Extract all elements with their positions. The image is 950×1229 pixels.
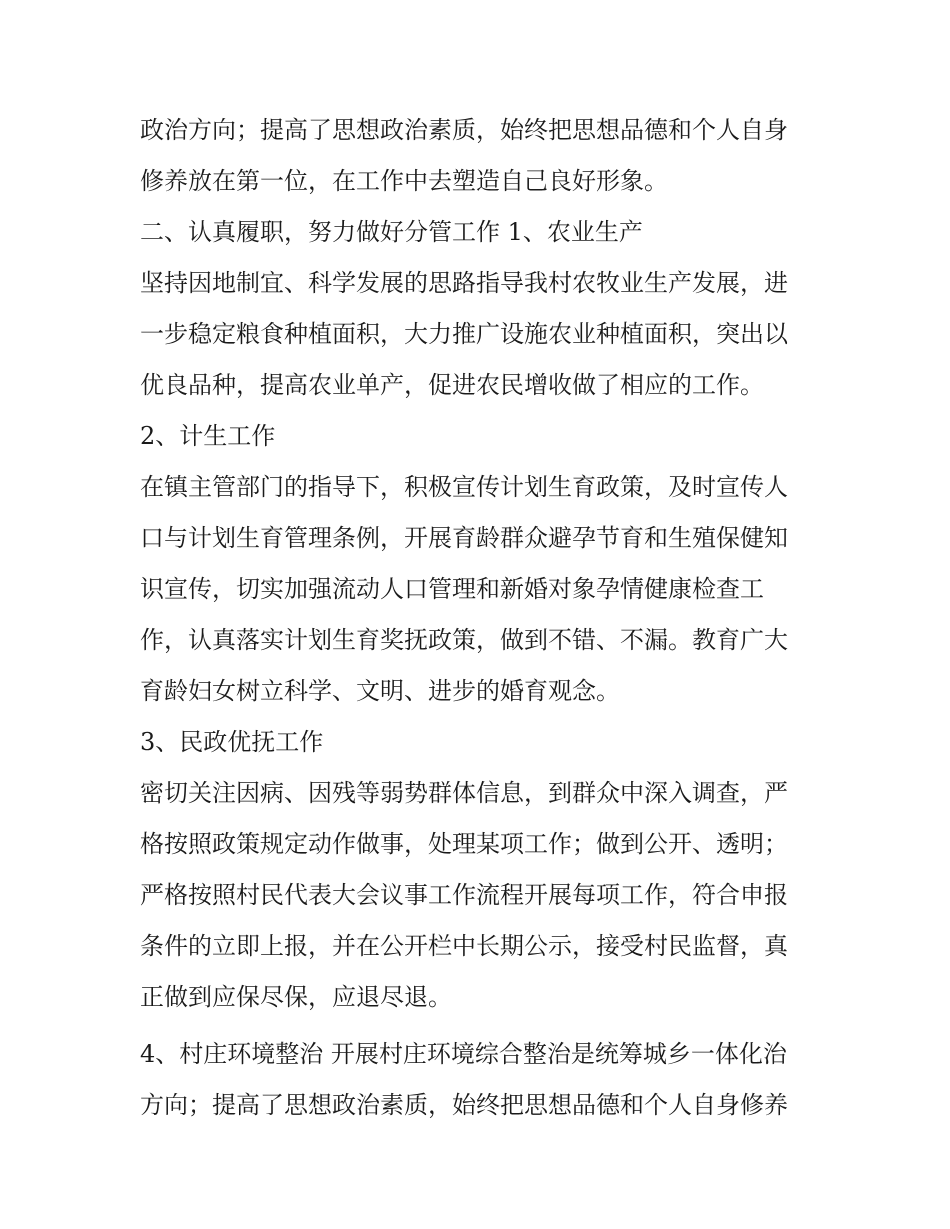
text-line: 密切关注因病、因残等弱势群体信息，到群众中深入调查，严	[140, 779, 788, 807]
text-line: 在镇主管部门的指导下，积极宣传计划生育政策，及时宣传人	[140, 473, 788, 501]
text-line: 一步稳定粮食种植面积，大力推广设施农业种植面积，突出以	[140, 320, 788, 348]
text-line: 作，认真落实计划生育奖抚政策，做到不错、不漏。教育广大	[140, 626, 788, 654]
text-line: 条件的立即上报，并在公开栏中长期公示，接受村民监督，真	[140, 932, 788, 960]
text-line: 修养放在第一位，在工作中去塑造自己良好形象。	[140, 167, 668, 195]
text-line: 口与计划生育管理条例，开展育龄群众避孕节育和生殖保健知	[140, 524, 788, 552]
subsection-heading: 4、村庄环境整治 开展村庄环境综合整治是统筹城乡一体化治	[140, 1040, 787, 1068]
subsection-heading: 3、民政优抚工作	[140, 728, 324, 756]
text-line: 方向；提高了思想政治素质，始终把思想品德和个人自身修养	[140, 1091, 788, 1119]
text-line: 政治方向；提高了思想政治素质，始终把思想品德和个人自身	[140, 116, 788, 144]
text-line: 格按照政策规定动作做事，处理某项工作；做到公开、透明；	[140, 830, 788, 858]
text-line: 识宣传，切实加强流动人口管理和新婚对象孕情健康检查工	[140, 575, 764, 603]
text-line: 育龄妇女树立科学、文明、进步的婚育观念。	[140, 677, 620, 705]
text-line: 正做到应保尽保，应退尽退。	[140, 983, 452, 1011]
text-line: 严格按照村民代表大会议事工作流程开展每项工作，符合申报	[140, 881, 788, 909]
text-line: 坚持因地制宜、科学发展的思路指导我村农牧业生产发展，进	[140, 269, 788, 297]
section-heading: 二、认真履职，努力做好分管工作 1、农业生产	[140, 218, 643, 246]
document-page	[140, 105, 812, 1131]
subsection-heading: 2、计生工作	[140, 422, 276, 450]
text-line: 优良品种，提高农业单产，促进农民增收做了相应的工作。	[140, 371, 764, 399]
